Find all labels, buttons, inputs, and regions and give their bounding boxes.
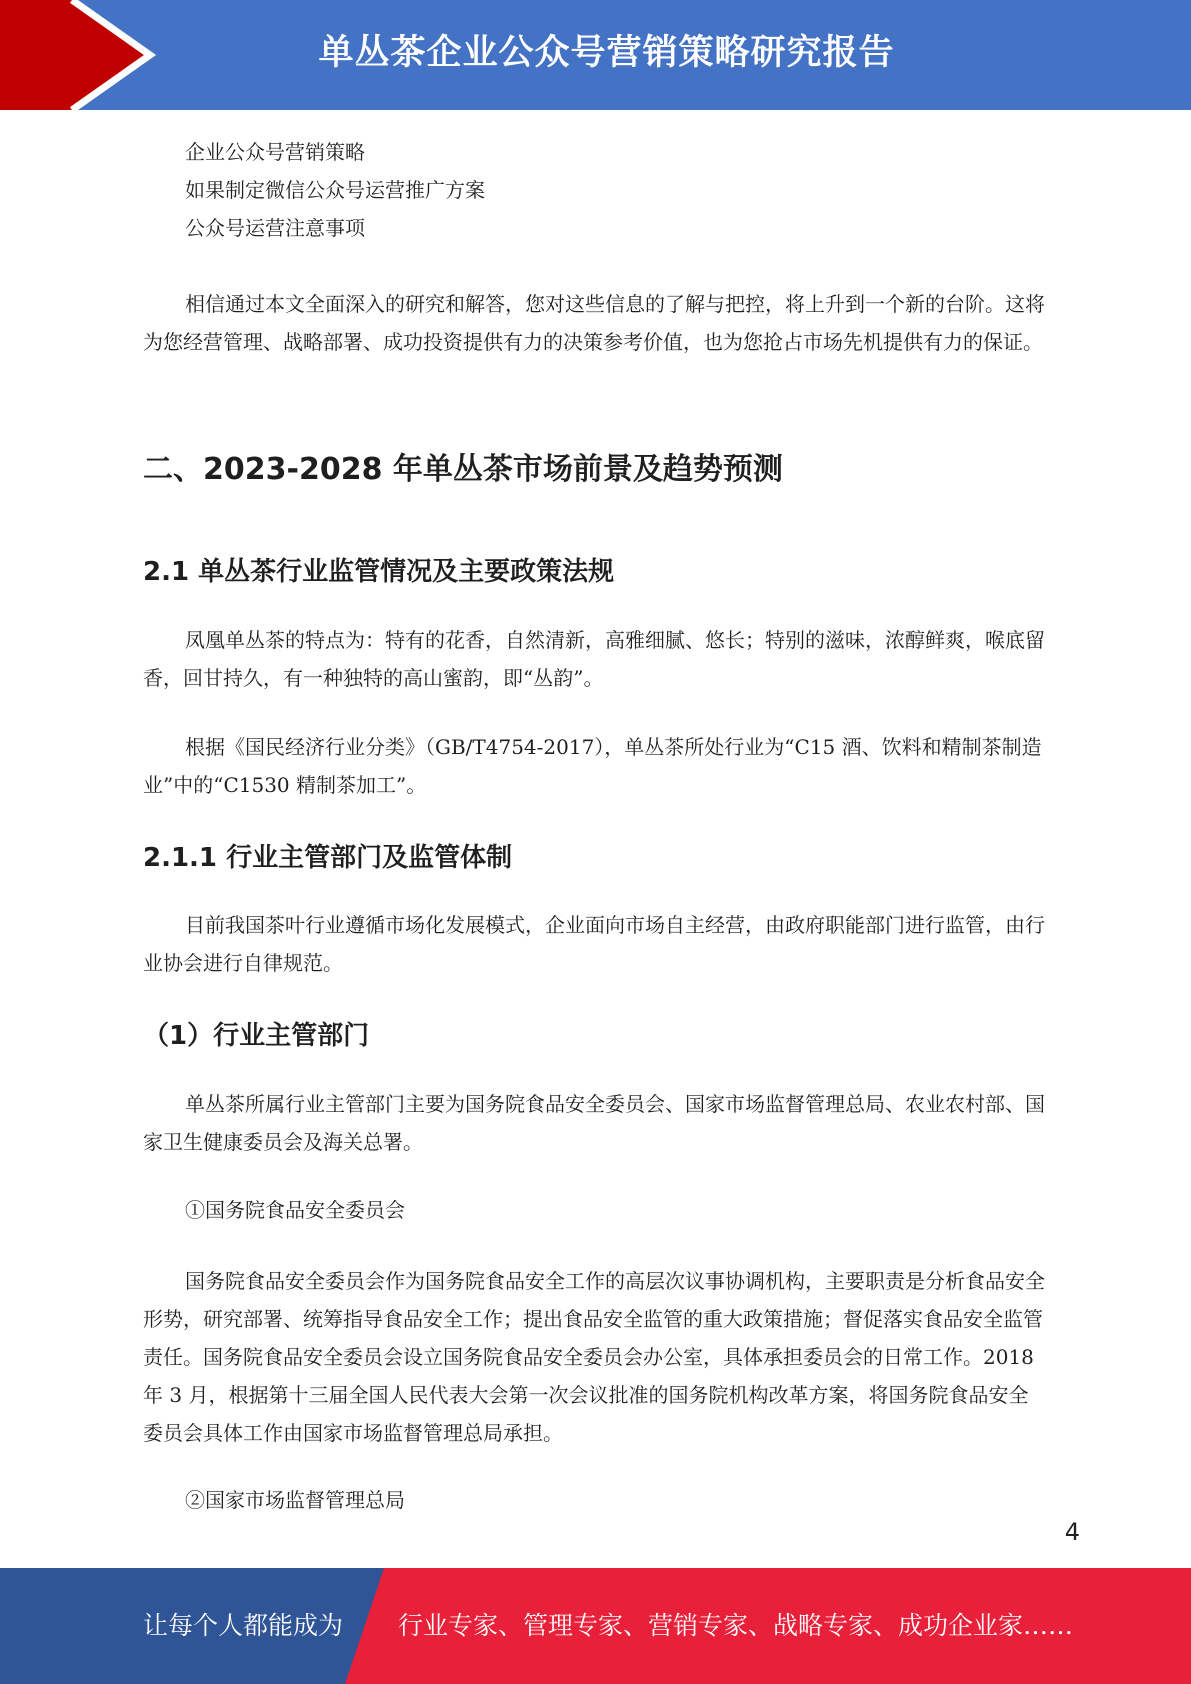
toc-line-2: 如果制定微信公众号运营推广方案 xyxy=(185,178,485,202)
classification-paragraph: 根据《国民经济行业分类》（GB/T4754-2017），单丛茶所处行业为“C15 酒、饮料和精制茶制造业”中的“C1530 精制茶加工”。 xyxy=(143,735,1042,797)
page-footer xyxy=(0,1568,1191,1684)
section-2-1-1-heading: 2.1.1 行业主管部门及监管体制 xyxy=(143,843,513,873)
department-heading: （1）行业主管部门 xyxy=(143,1021,370,1051)
intro-paragraph: 相信通过本文全面深入的研究和解答，您对这些信息的了解与把控，将上升到一个新的台阶。这将为您经营管理、战略部署、成功投资提供有力的决策参考价值，也为您抢占市场先机提供有力的保证。 xyxy=(143,292,1045,354)
item-1-paragraph: 国务院食品安全委员会作为国务院食品安全工作的高层次议事协调机构，主要职责是分析食品安全形势，研究部署、统筹指导食品安全工作；提出食品安全监管的重大政策措施；督促落实食品安全监管责任。国务院食品安全委员会设立国务院食品安全委员会办公室，具体承担委员会的日常工作。2018 年 3 月，根据第十三届全国人民代表大会第一次会议批准的国务院机构改革方案，将国务院食品安全委员会具体工作由国家市场监督管理总局承担。 xyxy=(143,1269,1045,1445)
toc-line-3: 公众号运营注意事项 xyxy=(185,216,365,240)
features-paragraph: 凤凰单丛茶的特点为：特有的花香，自然清新，高雅细腻、悠长；特别的滋味，浓醇鲜爽，喉底留香，回甘持久，有一种独特的高山蜜韵，即“丛韵”。 xyxy=(143,628,1045,690)
section-2-1-heading: 2.1 单丛茶行业监管情况及主要政策法规 xyxy=(143,557,615,587)
header-title: 单丛茶企业公众号营销策略研究报告 xyxy=(318,33,895,73)
page-header xyxy=(0,0,1191,110)
footer-slogan-right: 行业专家、管理专家、营销专家、战略专家、成功企业家…… xyxy=(398,1611,1074,1640)
toc-line-1: 企业公众号营销策略 xyxy=(185,140,365,164)
item-2-label: ②国家市场监督管理总局 xyxy=(185,1488,405,1512)
regulation-paragraph: 目前我国茶叶行业遵循市场化发展模式，企业面向市场自主经营，由政府职能部门进行监管，由行业协会进行自律规范。 xyxy=(143,913,1045,975)
item-1-label: ①国务院食品安全委员会 xyxy=(185,1198,405,1222)
departments-paragraph: 单丛茶所属行业主管部门主要为国务院食品安全委员会、国家市场监督管理总局、农业农村部、国家卫生健康委员会及海关总署。 xyxy=(143,1092,1045,1154)
section-2-heading: 二、2023-2028 年单丛茶市场前景及趋势预测 xyxy=(143,452,783,487)
footer-slogan-left: 让每个人都能成为 xyxy=(143,1611,344,1640)
page-number: 4 xyxy=(1064,1518,1080,1546)
